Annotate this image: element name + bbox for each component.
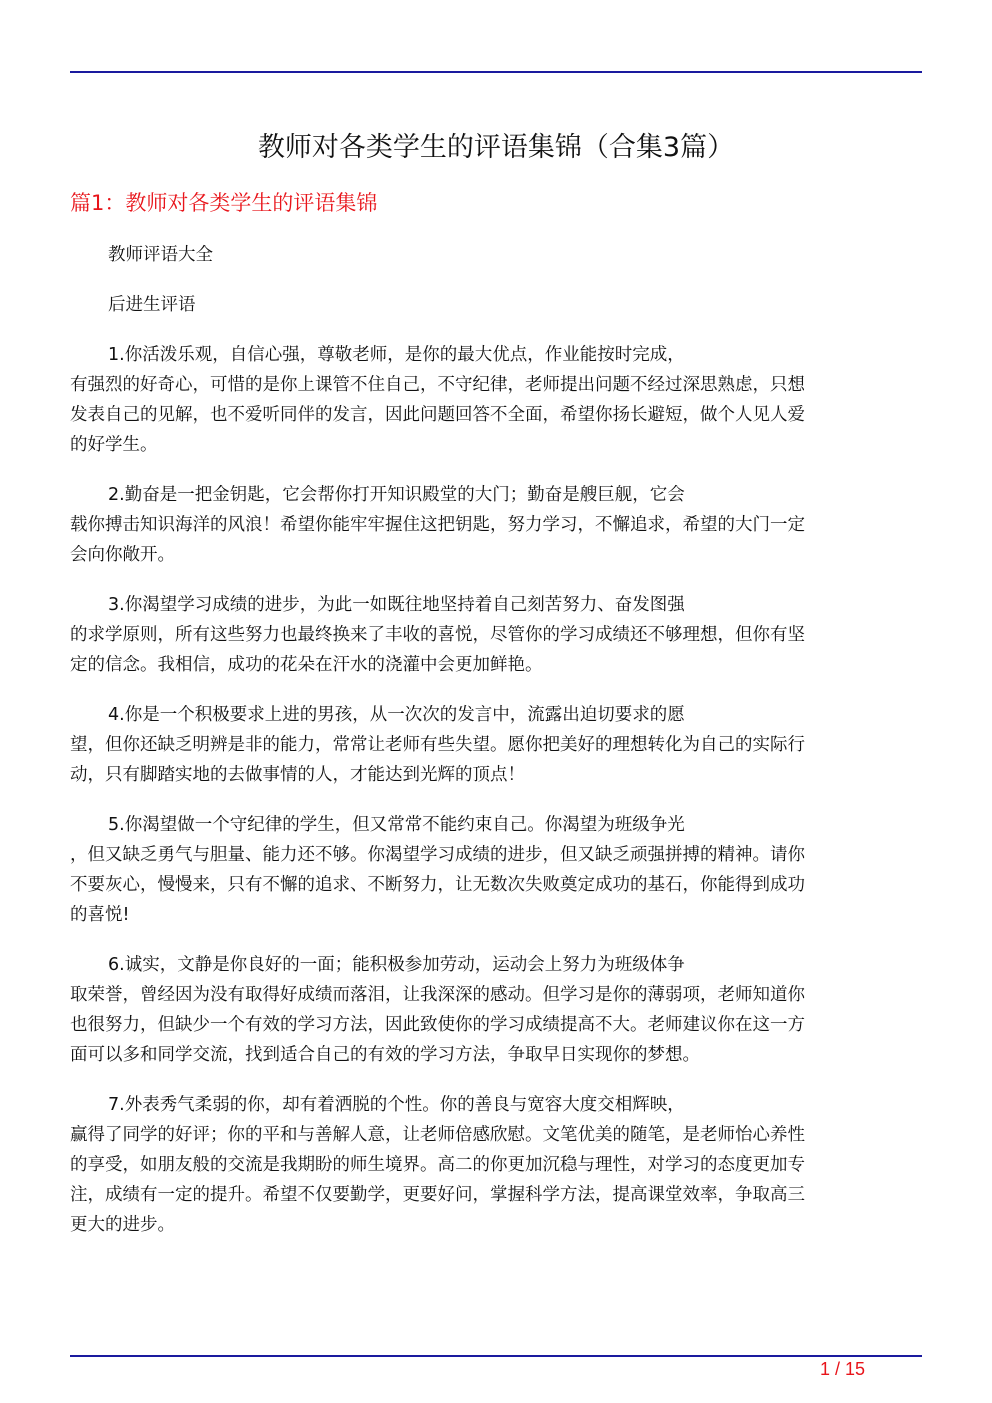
paragraph-line: 面可以多和同学交流，找到适合自己的有效的学习方法，争取早日实现你的梦想。 — [70, 1045, 700, 1065]
section-heading: 篇1：教师对各类学生的评语集锦 — [70, 191, 378, 215]
paragraph-line: 也很努力，但缺少一个有效的学习方法，因此致使你的学习成绩提高不大。老师建议你在这一方 — [70, 1015, 805, 1035]
paragraph-line: 载你搏击知识海洋的风浪！希望你能牢牢握住这把钥匙，努力学习，不懈追求，希望的大门一定 — [70, 515, 805, 535]
paragraph-line: 有强烈的好奇心，可惜的是你上课管不住自己，不守纪律，老师提出问题不经过深思熟虑，只想 — [70, 375, 805, 395]
paragraph-line: ，但又缺乏勇气与胆量、能力还不够。你渴望学习成绩的进步，但又缺乏顽强拼搏的精神。请你 — [70, 845, 805, 865]
paragraph-line: 的享受，如朋友般的交流是我期盼的师生境界。高二的你更加沉稳与理性，对学习的态度更加专 — [70, 1155, 805, 1175]
paragraph-line: 4.你是一个积极要求上进的男孩，从一次次的发言中，流露出迫切要求的愿 — [108, 705, 685, 725]
paragraph-line: 7.外表秀气柔弱的你，却有着洒脱的个性。你的善良与宽容大度交相辉映， — [108, 1095, 685, 1115]
paragraph-line: 注，成绩有一定的提升。希望不仅要勤学，更要好问，掌握科学方法，提高课堂效率，争取高三 — [70, 1185, 805, 1205]
paragraph-line: 不要灰心，慢慢来，只有不懈的追求、不断努力，让无数次失败奠定成功的基石，你能得到成功 — [70, 875, 805, 895]
paragraph-line: 2.勤奋是一把金钥匙，它会帮你打开知识殿堂的大门；勤奋是艘巨舰，它会 — [108, 485, 685, 505]
paragraph-line: 1.你活泼乐观，自信心强，尊敬老师，是你的最大优点，作业能按时完成， — [108, 345, 685, 365]
paragraph-line: 会向你敞开。 — [70, 545, 175, 565]
paragraph-line: 6.诚实，文静是你良好的一面；能积极参加劳动，运动会上努力为班级体争 — [108, 955, 685, 975]
paragraph-line: 发表自己的见解，也不爱听同伴的发言，因此问题回答不全面，希望你扬长避短，做个人见人爱 — [70, 405, 805, 425]
paragraph-line: 取荣誉，曾经因为没有取得好成绩而落泪，让我深深的感动。但学习是你的薄弱项，老师知道你 — [70, 985, 805, 1005]
footer-rule — [70, 1355, 922, 1357]
paragraph-line: 赢得了同学的好评；你的平和与善解人意，让老师倍感欣慰。文笔优美的随笔，是老师怡心养性 — [70, 1125, 805, 1145]
document-body — [70, 240, 922, 1240]
paragraph-line: 望，但你还缺乏明辨是非的能力，常常让老师有些失望。愿你把美好的理想转化为自己的实际行 — [70, 735, 805, 755]
paragraph-1 — [70, 340, 922, 460]
subheading-teacher-comments: 教师评语大全 — [108, 245, 213, 265]
paragraph-6 — [70, 950, 922, 1070]
paragraph-line: 的好学生。 — [70, 435, 158, 455]
paragraph-line: 3.你渴望学习成绩的进步，为此一如既往地坚持着自己刻苦努力、奋发图强 — [108, 595, 685, 615]
paragraph-line: 更大的进步。 — [70, 1215, 175, 1235]
paragraph-line: 5.你渴望做一个守纪律的学生，但又常常不能约束自己。你渴望为班级争光 — [108, 815, 685, 835]
paragraph-4 — [70, 700, 922, 790]
paragraph-5 — [70, 810, 922, 930]
header-rule — [70, 71, 922, 73]
page-number: 1 / 15 — [820, 1359, 866, 1379]
paragraph-2 — [70, 480, 922, 570]
subheading-struggling-students: 后进生评语 — [108, 295, 196, 315]
paragraph-7 — [70, 1090, 922, 1240]
paragraph-line: 的喜悦! — [70, 905, 130, 925]
paragraph-3 — [70, 590, 922, 680]
paragraph-line: 的求学原则，所有这些努力也最终换来了丰收的喜悦，尽管你的学习成绩还不够理想，但你有坚 — [70, 625, 805, 645]
document-title: 教师对各类学生的评语集锦（合集3篇） — [257, 132, 735, 163]
paragraph-line: 动，只有脚踏实地的去做事情的人，才能达到光辉的顶点！ — [70, 765, 525, 785]
paragraph-line: 定的信念。我相信，成功的花朵在汗水的浇灌中会更加鲜艳。 — [70, 655, 543, 675]
